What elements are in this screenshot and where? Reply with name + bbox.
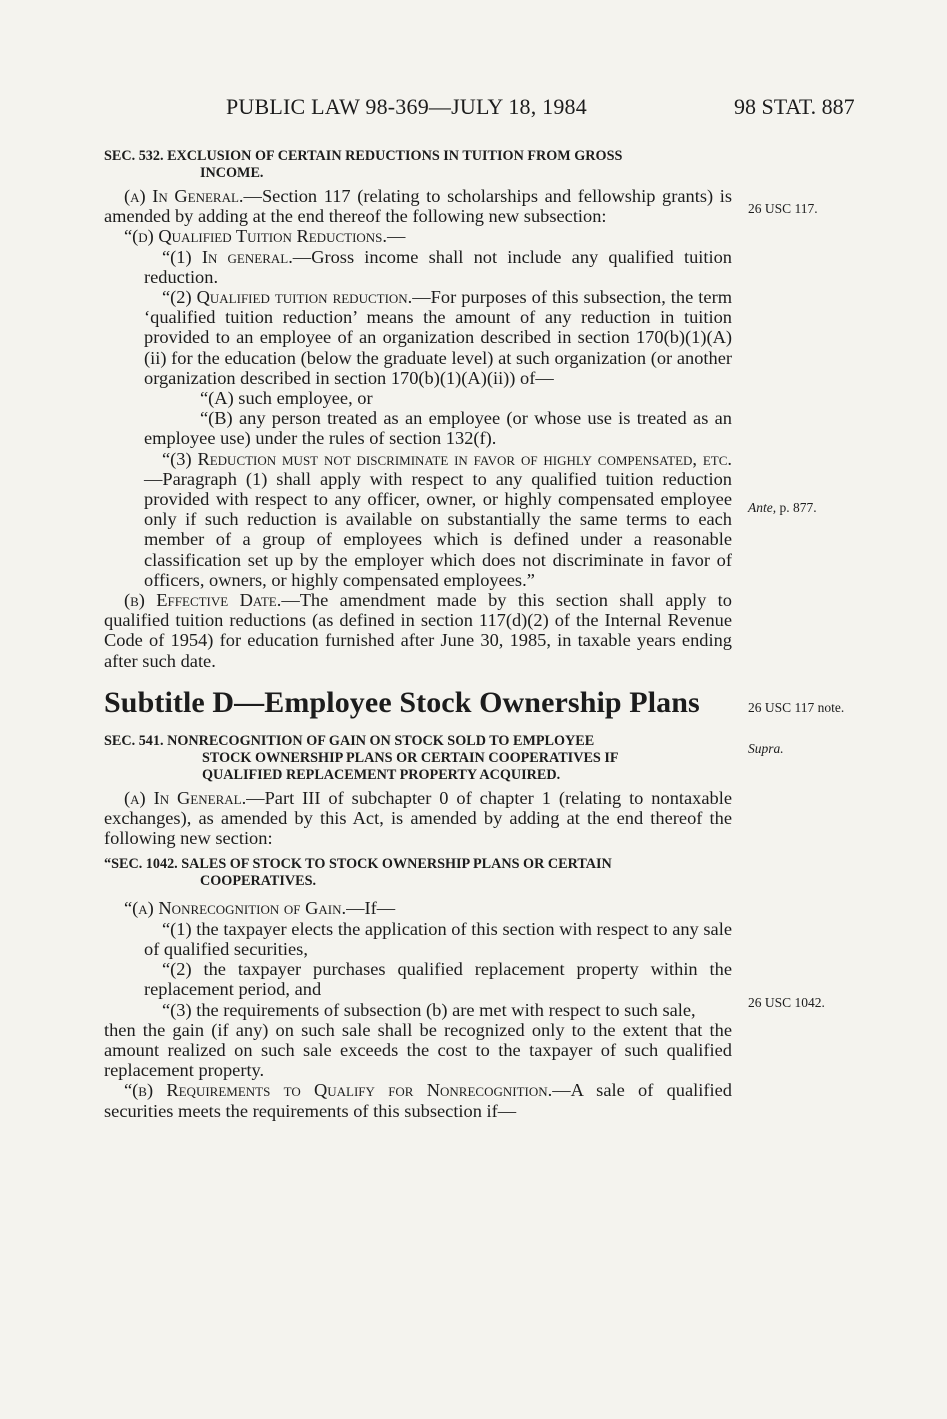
section-541-heading-line3: QUALIFIED REPLACEMENT PROPERTY ACQUIRED.: [202, 766, 561, 783]
sec1042-a-text: —If—: [346, 898, 396, 919]
sec1042-a1: “(1) the taxpayer elects the application of this section with respect to any sale of qualified securities,: [144, 918, 732, 959]
d2-text: —For purposes of this subsection, the term ‘qualified tuition reduction’ means the amount of any reduction in tuition provided to an employee of an organization described in section 170(b)(1)(A)(ii) for the education (below the graduate level) at such organization (or another organization described in section 170(b)(1)(A)(ii)) of—: [144, 287, 732, 388]
sec532-b-label: (b) Effective Date.: [124, 590, 282, 611]
d1-label: “(1) In general.: [162, 246, 293, 267]
sec532-a-text: —Section 117 (relating to scholarships and fellowship grants) is amended by adding at the end thereof the following new subsection:: [104, 186, 732, 227]
subsection-d-heading: “(d) Qualified Tuition Reductions.—: [124, 226, 406, 247]
sec1042-then-clause: then the gain (if any) on such sale shall be recognized only to the extent that the amount realized on such sale exceeds the cost to the taxpayer of such qualified replacement property.: [104, 1019, 732, 1081]
d3-label: “(3) Reduction must not discriminate in favor of highly compensated, etc.: [162, 448, 732, 469]
section-1042-heading-line1: “SEC. 1042. SALES OF STOCK TO STOCK OWNERSHIP PLANS OR CERTAIN: [104, 856, 612, 873]
margin-note-26usc117-note: 26 USC 117 note.: [748, 700, 845, 715]
paragraph-d1: [104, 247, 732, 287]
sec1042-b-text: —A sale of qualified securities meets the requirements of this subsection if—: [104, 1080, 732, 1121]
margin-note-ante-label: Ante,: [748, 500, 777, 515]
sec1042-a3: “(3) the requirements of subsection (b) are met with respect to such sale,: [162, 999, 696, 1020]
paragraph-d2: [104, 287, 732, 388]
margin-note-26usc117: 26 USC 117.: [748, 201, 818, 216]
section-532-heading-line1: SEC. 532. EXCLUSION OF CERTAIN REDUCTIONS IN TUITION FROM GROSS: [104, 148, 623, 164]
main-text-column: [104, 148, 732, 1121]
sec532-b-paragraph: [104, 590, 732, 671]
subparagraph-B: “(B) any person treated as an employee (or whose use is treated as an employee use) under the rules of section 132(f).: [144, 408, 732, 449]
section-1042-heading-line2: COOPERATIVES.: [200, 873, 317, 890]
subparagraph-A: “(A) such employee, or: [200, 388, 373, 409]
subtitle-heading: Subtitle D—Employee Stock Ownership Plans: [104, 685, 700, 719]
section-541-heading-line1: SEC. 541. NONRECOGNITION OF GAIN ON STOCK SOLD TO EMPLOYEE: [104, 732, 595, 749]
section-532-heading: [104, 148, 732, 182]
sec1042-a-heading: [104, 898, 732, 918]
margin-note-ante-877: [748, 500, 817, 516]
sec541-a-text: —Part III of subchapter 0 of chapter 1 (relating to nontaxable exchanges), as amended by this Act, is amended by adding at the end thereof the following new section:: [104, 787, 732, 849]
sec532-a-label: (a) In General.: [124, 186, 244, 206]
sec1042-b-label: “(b) Requirements to Qualify for Nonrecognition.: [124, 1080, 553, 1101]
sec1042-b-paragraph: [104, 1080, 732, 1120]
page-citation: 98 STAT. 887: [734, 94, 855, 119]
d1-text: —Gross income shall not include any qualified tuition reduction.: [144, 246, 732, 287]
sec532-b-text: —The amendment made by this section shall apply to qualified tuition reductions (as defined in section 117(d)(2) of the Internal Revenue Code of 1954) for education furnished after June 30, 1985, in taxable years ending after such date.: [104, 590, 732, 671]
sec541-a-label: (a) In General.: [124, 787, 247, 808]
d3-text: —Paragraph (1) shall apply with respect to any qualified tuition reduction provided with respect to any officer, owner, or highly compensated employee only if such reduction is available on substantially the same terms to each member of a group of employees which is defined under a reasonable classification set up by the employer which does not discriminate in favor of officers, owners, or highly compensated employees.”: [144, 468, 732, 590]
section-532-heading-line2: INCOME.: [200, 165, 264, 181]
sec532-a-paragraph: [104, 186, 732, 226]
section-541-heading-line2: STOCK OWNERSHIP PLANS OR CERTAIN COOPERATIVES IF: [202, 749, 619, 766]
sec1042-a2: “(2) the taxpayer purchases qualified replacement property within the replacement period, and: [144, 959, 732, 1000]
running-header-title: PUBLIC LAW 98-369—JULY 18, 1984: [226, 94, 587, 119]
paragraph-d3: [104, 449, 732, 590]
margin-note-26usc1042: 26 USC 1042.: [748, 995, 825, 1010]
sec1042-a-label: “(a) Nonrecognition of Gain.: [124, 898, 347, 919]
section-1042-heading: [104, 856, 732, 890]
section-541-heading: [104, 733, 732, 784]
margin-note-supra: Supra.: [748, 741, 784, 756]
sec541-a-paragraph: [104, 788, 732, 849]
margin-note-ante-page: p. 877.: [776, 500, 817, 515]
d2-label: “(2) Qualified tuition reduction.: [162, 287, 413, 308]
